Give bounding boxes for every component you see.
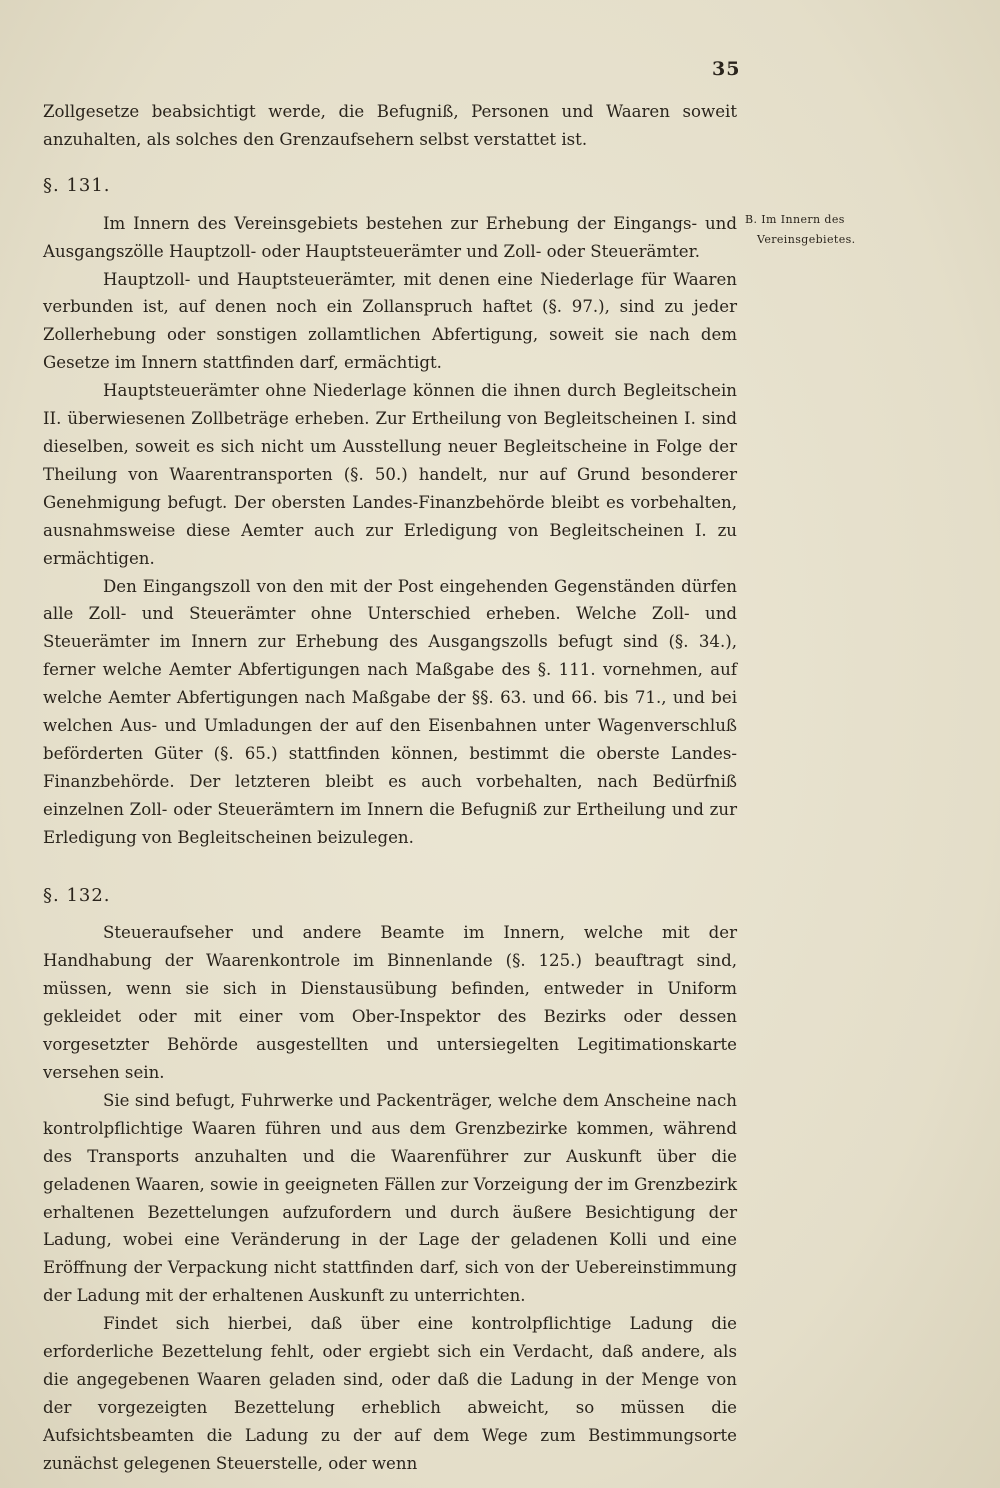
margin-note	[745, 210, 975, 250]
margin-note-line-2: Vereinsgebietes.	[757, 233, 856, 246]
section-heading-132: §. 132.	[43, 884, 111, 906]
margin-note-line-1: B. Im Innern des	[745, 213, 845, 226]
paragraph-132-2: Sie sind befugt, Fuhrwerke und Packenträger, welche dem Anscheine nach kontrolpflichtige Waaren führen und aus dem Grenzbezirke kommen, während des Transports anzuhalten und die Waarenführer zur Auskunft über die geladenen Waaren, sowie in geeigneten Fällen zur Vorzeigung der im Grenzbezirk erhaltenen Bezettelungen aufzufordern und durch äußere Besichtigung der Ladung, wobei eine Veränderung in der Lage der geladenen Kolli und eine Eröffnung der Verpackung nicht stattfinden darf, sich von der Uebereinstimmung der Ladung mit der erhaltenen Auskunft zu unterrichten.	[43, 1090, 737, 1306]
page-number: 35	[712, 58, 741, 80]
paragraph-131-4: Den Eingangszoll von den mit der Post eingehenden Gegenständen dürfen alle Zoll- und Steuerämter ohne Unterschied erheben. Welche Zoll- und Steuerämter im Innern zur Erhebung des Ausgangszolls befugt sind (§. 34.), ferner welche Aemter Abfertigungen nach Maßgabe des §. 111. vornehmen, auf welche Aemter Abfertigungen nach Maßgabe der §§. 63. und 66. bis 71., und bei welchen Aus- und Umladungen der auf den Eisenbahnen unter Wagenverschluß beförderten Güter (§. 65.) stattfinden können, bestimmt die oberste Landes-Finanzbehörde. Der letzteren bleibt es auch vorbehalten, nach Bedürfniß einzelnen Zoll- oder Steuerämtern im Innern die Befugniß zur Ertheilung und zur Erledigung von Begleitscheinen beizulegen.	[43, 576, 737, 847]
paragraph-132-3: Findet sich hierbei, daß über eine kontrolpflichtige Ladung die erforderliche Bezettelung fehlt, oder ergiebt sich ein Verdacht, daß andere, als die angegebenen Waaren geladen sind, oder daß die Ladung in der Menge von der vorgezeigten Bezettelung erheblich abweicht, so müssen die Aufsichtsbeamten die Ladung zu der auf dem Wege zum Bestimmungsorte zunächst gelegenen Steuerstelle, oder wenn	[43, 1314, 737, 1473]
paragraph-continuation: Zollgesetze beabsichtigt werde, die Befugniß, Personen und Waaren soweit anzuhalten, als solches den Grenzaufsehern selbst verstattet ist.	[43, 102, 737, 149]
main-text-column	[43, 98, 737, 1478]
paragraph-131-2: Hauptzoll- und Hauptsteuerämter, mit denen eine Niederlage für Waaren verbunden ist, auf denen noch ein Zollanspruch haftet (§. 97.), sind zu jeder Zollerhebung oder sonstigen zollamtlichen Abfertigung, soweit sie nach dem Gesetze im Innern stattfinden darf, ermächtigt.	[43, 269, 737, 373]
paragraph-131-3: Hauptsteuerämter ohne Niederlage können die ihnen durch Begleitschein II. überwiesenen Zollbeträge erheben. Zur Ertheilung von Begleitscheinen I. sind dieselben, soweit es sich nicht um Ausstellung neuer Begleitscheine in Folge der Theilung von Waarentransporten (§. 50.) handelt, nur auf Grund besonderer Genehmigung befugt. Der obersten Landes-Finanzbehörde bleibt es vorbehalten, ausnahmsweise diese Aemter auch zur Erledigung von Begleitscheinen I. zu ermächtigen.	[43, 381, 737, 568]
paragraph-131-1: Im Innern des Vereinsgebiets bestehen zur Erhebung der Eingangs- und Ausgangszölle Hauptzoll- oder Hauptsteuerämter und Zoll- oder Steuerämter.	[43, 213, 737, 261]
section-heading-131: §. 131.	[43, 174, 111, 196]
paragraph-132-1: Steueraufseher und andere Beamte im Innern, welche mit der Handhabung der Waarenkontrole im Binnenlande (§. 125.) beauftragt sind, müssen, wenn sie sich in Dienstausübung befinden, entweder in Uniform gekleidet oder mit einer vom Ober-Inspektor des Bezirks oder dessen vorgesetzter Behörde ausgestellten und untersiegelten Legitimationskarte versehen sein.	[43, 923, 737, 1082]
